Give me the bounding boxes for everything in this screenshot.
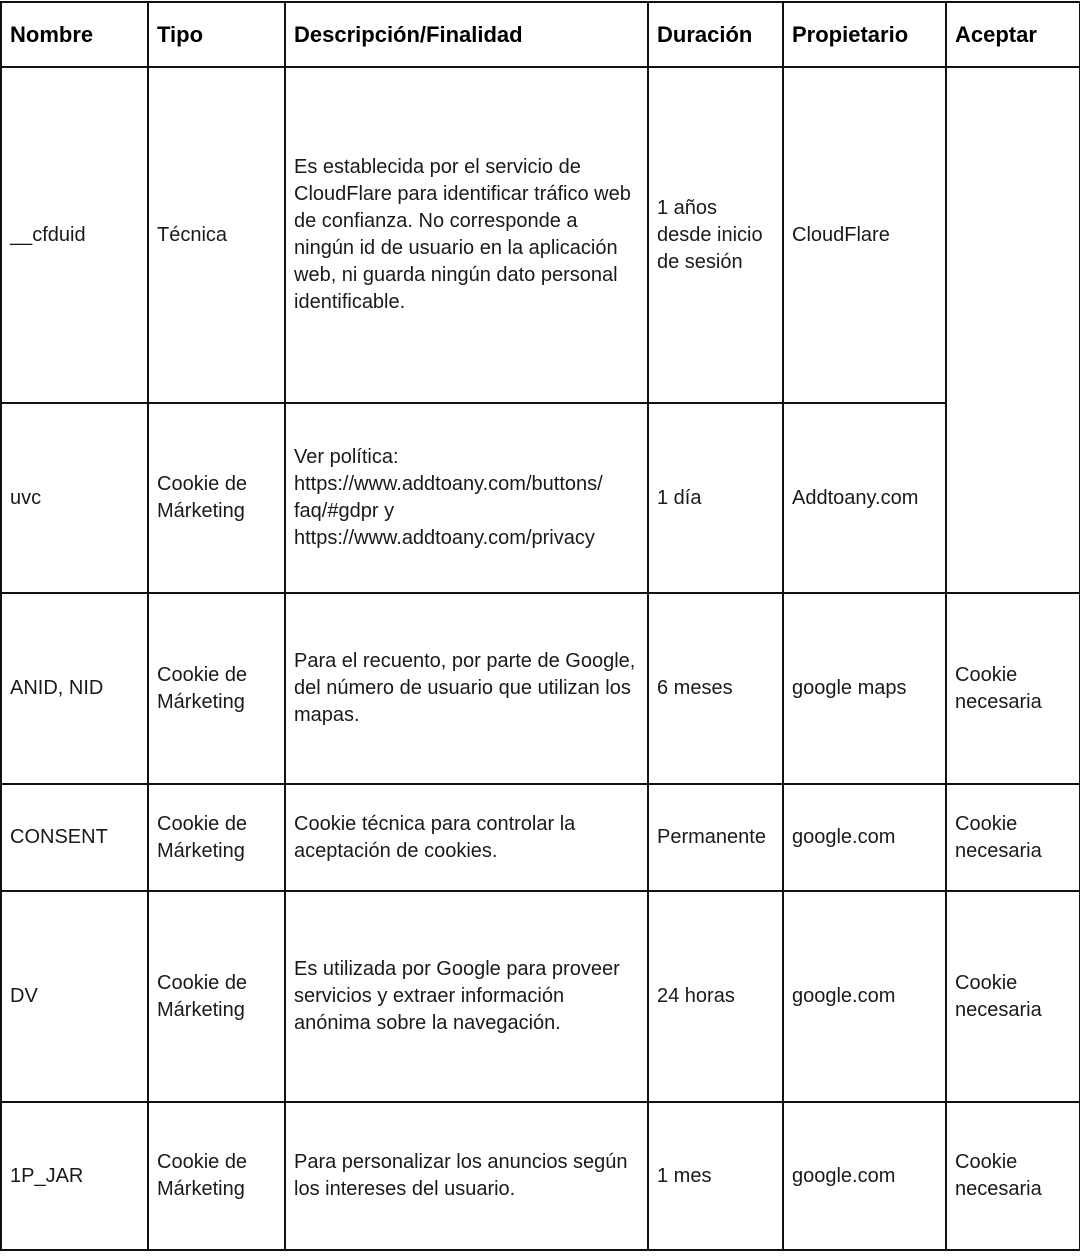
cell-propietario: CloudFlare [783, 67, 946, 403]
cell-propietario: google.com [783, 1102, 946, 1250]
cell-descripcion: Ver política: https://www.addtoany.com/buttons/ faq/#gdpr y https://www.addtoany.com/privacy [285, 403, 648, 593]
table-row [1, 1102, 1080, 1250]
header-nombre: Nombre [1, 2, 148, 67]
cell-nombre: uvc [1, 403, 148, 593]
cell-descripcion: Para personalizar los anuncios según los intereses del usuario. [285, 1102, 648, 1250]
table-row [1, 784, 1080, 891]
table-row [1, 403, 1080, 593]
cell-tipo: Cookie de Márketing [148, 1102, 285, 1250]
cell-nombre: CONSENT [1, 784, 148, 891]
cell-duracion: 1 mes [648, 1102, 783, 1250]
cell-duracion: 6 meses [648, 593, 783, 784]
table-row [1, 891, 1080, 1102]
cell-aceptar: Cookie necesaria [946, 891, 1080, 1102]
cell-propietario: google maps [783, 593, 946, 784]
cell-descripcion: Cookie técnica para controlar la aceptación de cookies. [285, 784, 648, 891]
cell-descripcion: Para el recuento, por parte de Google, del número de usuario que utilizan los mapas. [285, 593, 648, 784]
cell-duracion: Permanente [648, 784, 783, 891]
header-aceptar: Aceptar [946, 2, 1080, 67]
cell-aceptar: Cookie necesaria [946, 593, 1080, 784]
cell-duracion: 1 años desde inicio de sesión [648, 67, 783, 403]
cell-nombre: 1P_JAR [1, 1102, 148, 1250]
table-header-row [1, 2, 1080, 67]
cell-propietario: google.com [783, 891, 946, 1102]
table-row [1, 67, 1080, 403]
header-propietario: Propietario [783, 2, 946, 67]
cell-nombre: __cfduid [1, 67, 148, 403]
cell-nombre: ANID, NID [1, 593, 148, 784]
cell-tipo: Cookie de Márketing [148, 403, 285, 593]
cell-descripcion: Es establecida por el servicio de CloudFlare para identificar tráfico web de confianza. No corresponde a ningún id de usuario en la aplicación web, ni guarda ningún dato personal identificable. [285, 67, 648, 403]
cell-propietario: google.com [783, 784, 946, 891]
header-tipo: Tipo [148, 2, 285, 67]
cell-aceptar: Cookie necesaria [946, 784, 1080, 891]
cell-duracion: 1 día [648, 403, 783, 593]
cookies-table [0, 1, 1080, 1251]
cell-aceptar [946, 67, 1080, 593]
cell-duracion: 24 horas [648, 891, 783, 1102]
cell-propietario: Addtoany.com [783, 403, 946, 593]
header-duracion: Duración [648, 2, 783, 67]
cell-tipo: Cookie de Márketing [148, 593, 285, 784]
header-descripcion: Descripción/Finalidad [285, 2, 648, 67]
cell-tipo: Cookie de Márketing [148, 891, 285, 1102]
cell-descripcion: Es utilizada por Google para proveer servicios y extraer información anónima sobre la navegación. [285, 891, 648, 1102]
table-row [1, 593, 1080, 784]
cell-tipo: Cookie de Márketing [148, 784, 285, 891]
cell-nombre: DV [1, 891, 148, 1102]
cell-aceptar: Cookie necesaria [946, 1102, 1080, 1250]
cell-tipo: Técnica [148, 67, 285, 403]
